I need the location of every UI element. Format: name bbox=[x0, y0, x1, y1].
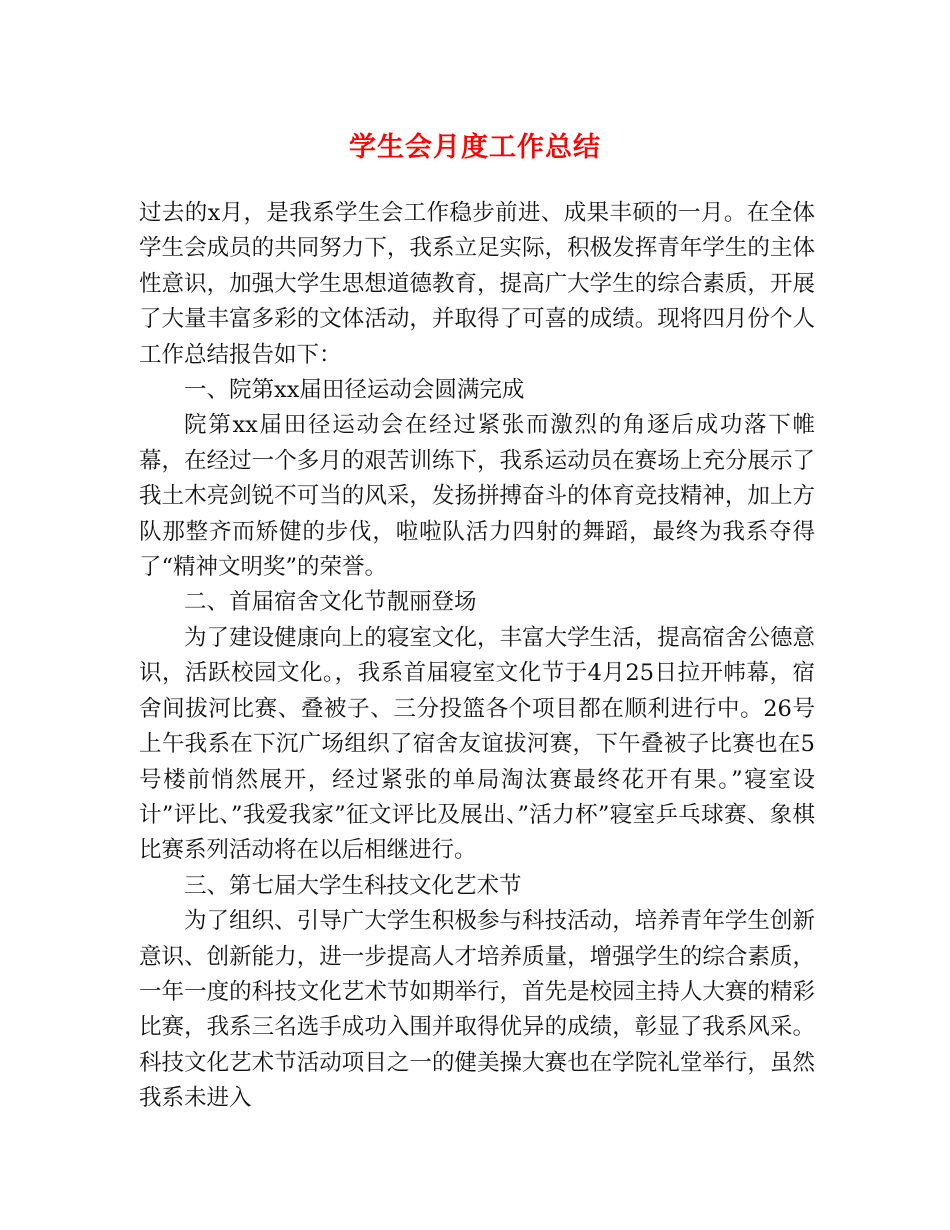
intro-paragraph: 过去的x月，是我系学生会工作稳步前进、成果丰硕的一月。在全体学生会成员的共同努力下，我系立足实际，积极发挥青年学生的主体性意识，加强大学生思想道德教育，提高广大学生的综合素质，开展了大量丰富多彩的文体活动，并取得了可喜的成绩。现将四月份个人工作总结报告如下： bbox=[139, 200, 815, 368]
document-body bbox=[139, 196, 815, 1117]
section-heading-1: 一、院第xx届田径运动会圆满完成 bbox=[184, 377, 525, 404]
section-paragraph-2: 为了建设健康向上的寝室文化，丰富大学生活，提高宿舍公德意识，活跃校园文化。，我系首届寝室文化节于4月25日拉开帏幕，宿舍间拔河比赛、叠被子、三分投篮各个项目都在顺利进行中。26号上午我系在下沉广场组织了宿舍友谊拔河赛，下午叠被子比赛也在5号楼前悄然展开，经过紧张的单局淘汰赛最终花开有果。”寝室设计”评比、”我爱我家”征文评比及展出、”活力杯”寝室乒乓球赛、象棋比赛系列活动将在以后相继进行。 bbox=[139, 624, 815, 864]
section-paragraph-3: 为了组织、引导广大学生积极参与科技活动，培养青年学生创新意识、创新能力，进一步提高人才培养质量，增强学生的综合素质，一年一度的科技文化艺术节如期举行，首先是校园主持人大赛的精彩比赛，我系三名选手成功入围并取得优异的成绩，彰显了我系风采。科技文化艺术节活动项目之一的健美操大赛也在学院礼堂举行，虽然我系未进入 bbox=[139, 908, 815, 1112]
section-heading-2: 二、首届宿舍文化节靓丽登场 bbox=[184, 589, 477, 616]
section-paragraph-1: 院第xx届田径运动会在经过紧张而激烈的角逐后成功落下帷幕，在经过一个多月的艰苦训练下，我系运动员在赛场上充分展示了我土木亮剑锐不可当的风采，发扬拼搏奋斗的体育竞技精神，加上方队那整齐而矫健的步伐，啦啦队活力四射的舞蹈，最终为我系夺得了“精神文明奖”的荣誉。 bbox=[139, 412, 815, 581]
section-heading-3: 三、第七届大学生科技文化艺术节 bbox=[184, 872, 522, 899]
document-title: 学生会月度工作总结 bbox=[349, 132, 601, 163]
